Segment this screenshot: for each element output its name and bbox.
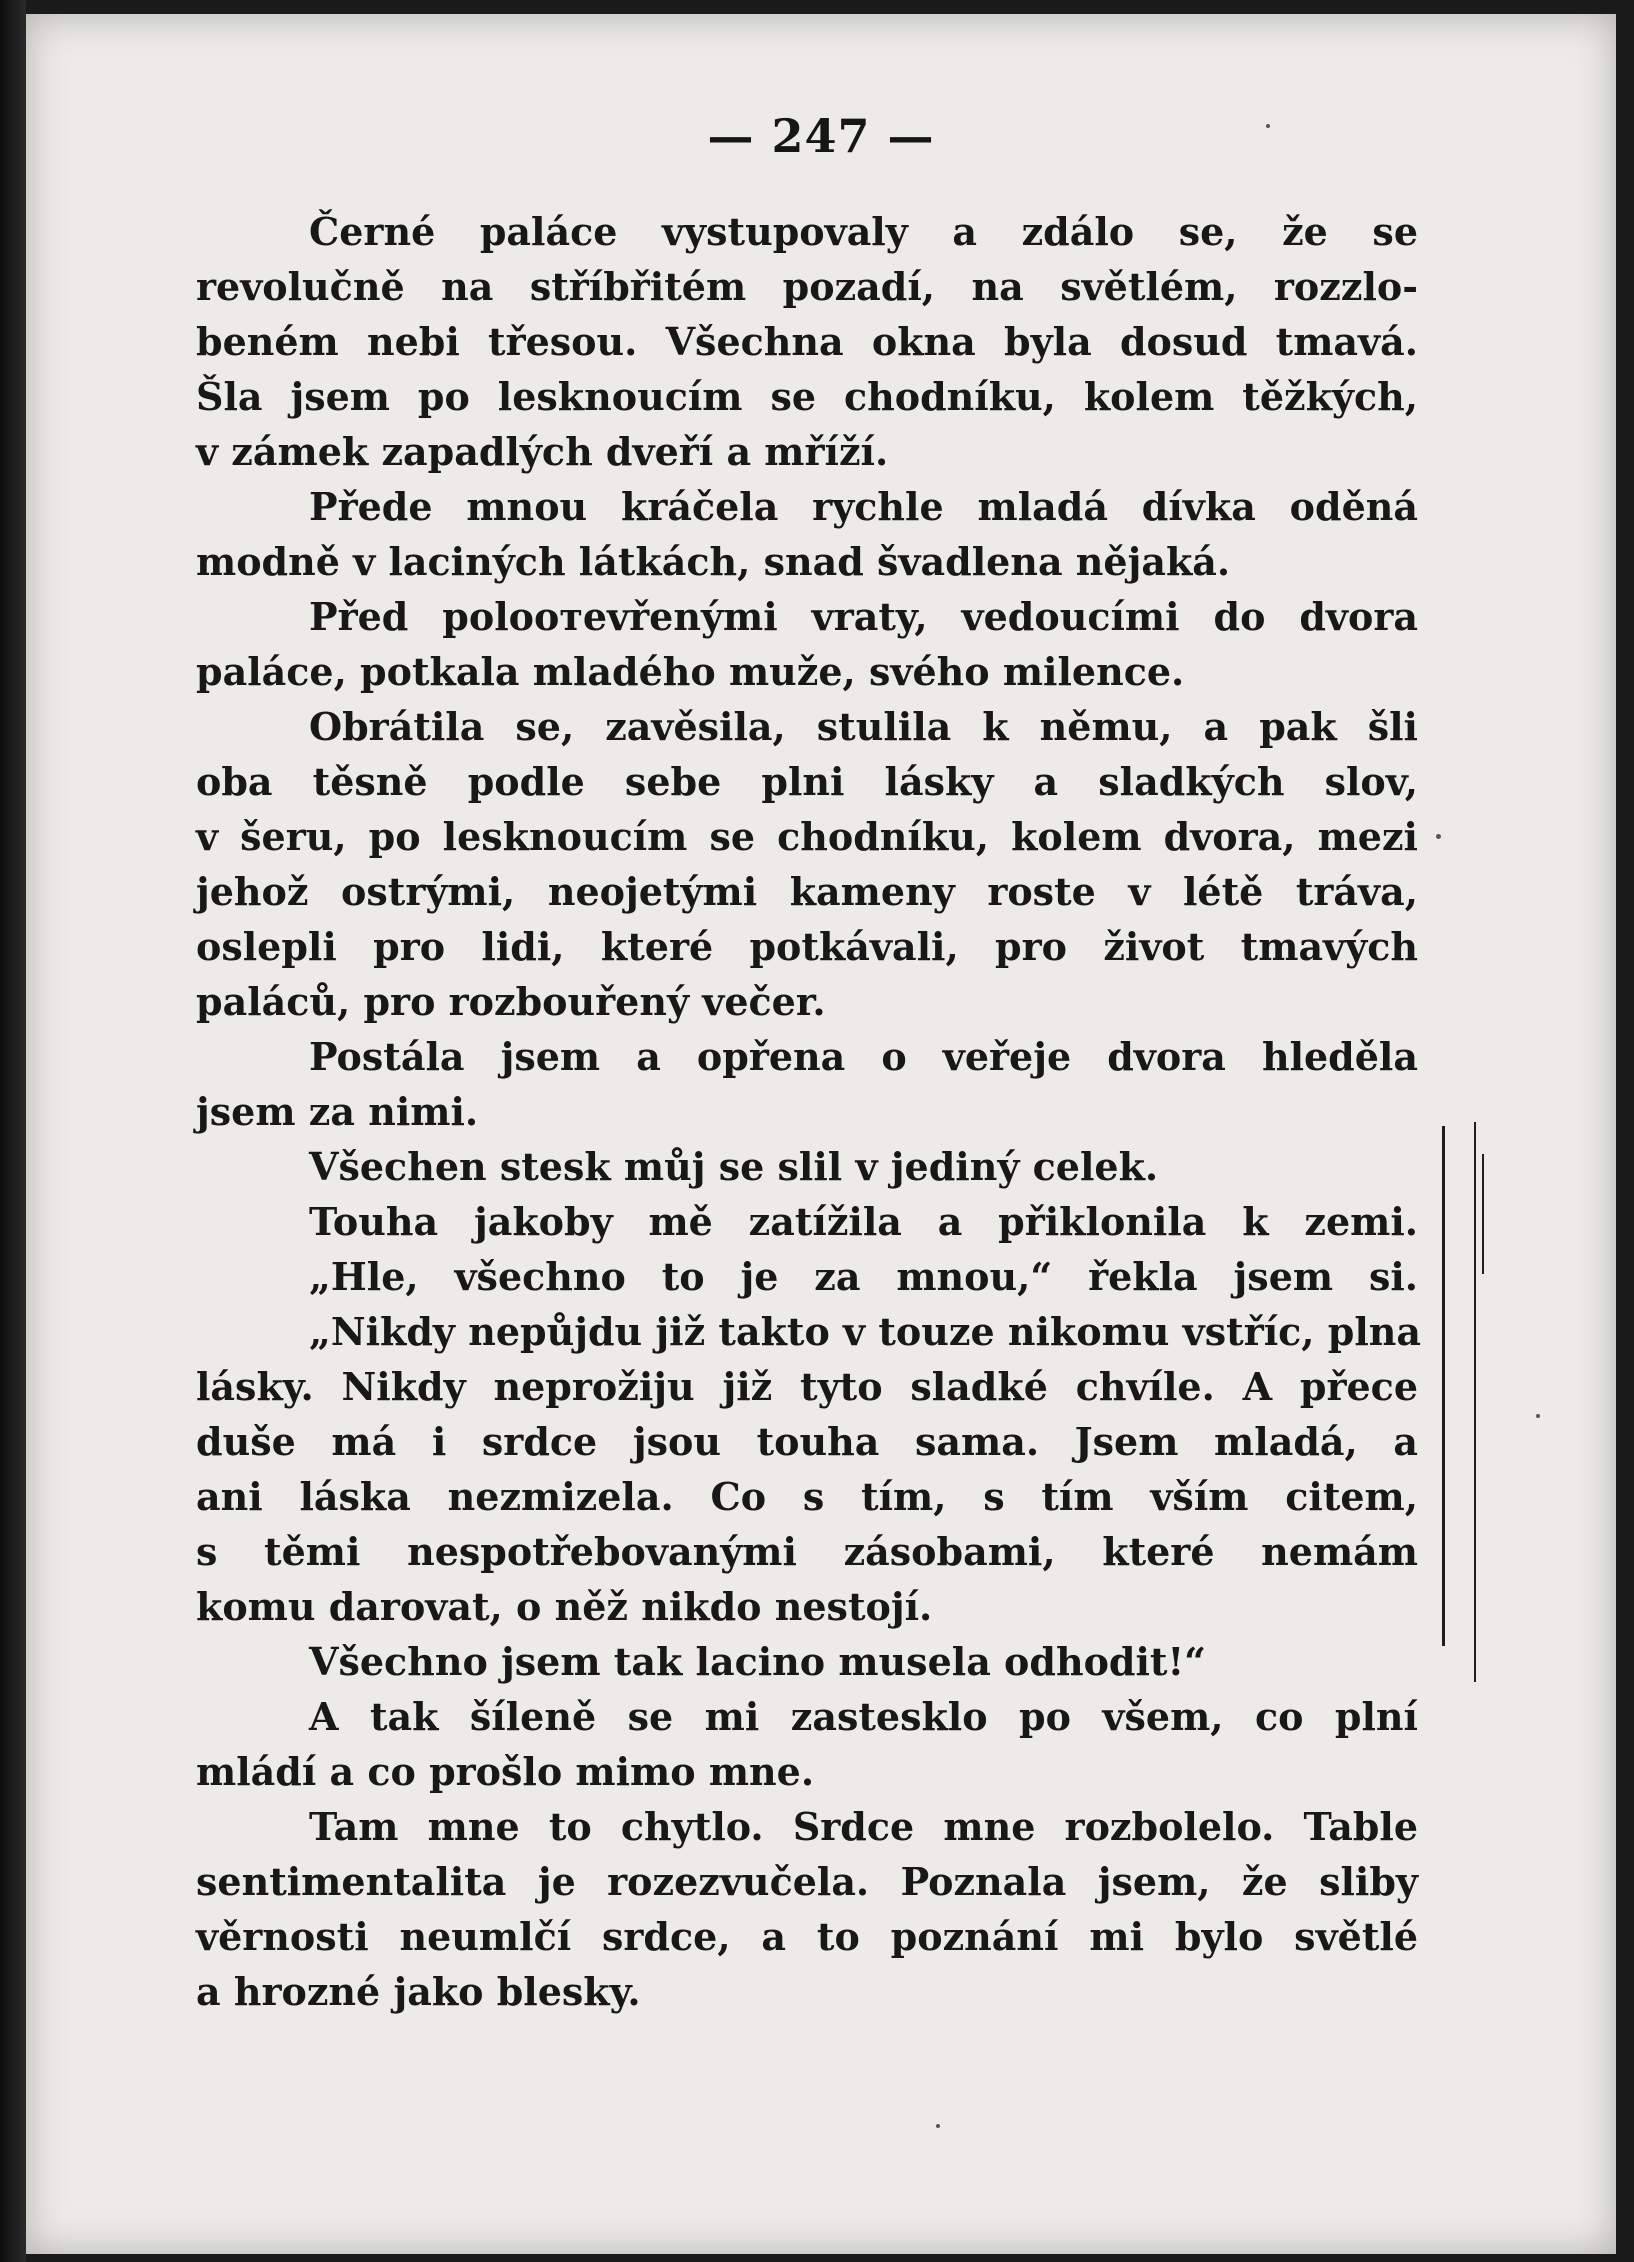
scan-edge bbox=[0, 0, 26, 2262]
text-line: Všechen stesk můj se slil v jediný celek. bbox=[309, 1144, 1159, 1189]
text-line: modně v laciných látkách, snad švadlena nějaká. bbox=[196, 539, 1231, 584]
book-page bbox=[26, 14, 1616, 2254]
text-line: Touha jakoby mě zatížila a přiklonila k zemi. bbox=[309, 1199, 1418, 1244]
text-line: beném nebi třesou. Všechna okna byla dosud tmavá. bbox=[196, 319, 1418, 364]
text-line: „Nikdy nepůjdu již takto v touze nikomu vstříc, plna bbox=[309, 1309, 1422, 1354]
text-line: lásky. Nikdy neprožiju již tyto sladké chvíle. A přece bbox=[196, 1364, 1418, 1409]
text-line: Přede mnou kráčela rychle mladá dívka oděná bbox=[309, 484, 1418, 529]
text-line: Před poloотevřenými vraty, vedoucími do dvora bbox=[309, 594, 1418, 639]
text-line: mládí a co prošlo mimo mne. bbox=[196, 1749, 815, 1794]
text-line: oba těsně podle sebe plni lásky a sladkých slov, bbox=[196, 759, 1418, 804]
text-line: v zámek zapadlých dveří a mříží. bbox=[196, 429, 889, 474]
text-line: komu darovat, o něž nikdo nestojí. bbox=[196, 1584, 933, 1629]
text-line: Tam mne to chytlo. Srdce mne rozbolelo. Table bbox=[309, 1804, 1418, 1849]
paper-speck bbox=[1436, 834, 1441, 839]
text-line: Černé paláce vystupovaly a zdálo se, že se bbox=[309, 209, 1418, 254]
paper-speck bbox=[936, 2124, 940, 2128]
text-line: věrnosti neumlčí srdce, a to poznání mi bylo světlé bbox=[196, 1914, 1418, 1959]
text-line: jehož ostrými, neojetými kameny roste v létě tráva, bbox=[196, 869, 1418, 914]
text-line: s těmi nespotřebovanými zásobami, které nemám bbox=[196, 1529, 1418, 1574]
text-line: sentimentalita je rozezvučela. Poznala jsem, že sliby bbox=[196, 1859, 1418, 1904]
text-line: Obrátila se, zavěsila, stulila k němu, a pak šli bbox=[309, 704, 1418, 749]
text-line: jsem za nimi. bbox=[196, 1089, 479, 1134]
page-number: — 247 — bbox=[707, 109, 935, 163]
text-line: a hrozné jako blesky. bbox=[196, 1969, 641, 2014]
paper-speck bbox=[1536, 1414, 1540, 1418]
margin-mark bbox=[1482, 1154, 1484, 1274]
paper-speck bbox=[1266, 124, 1270, 128]
margin-mark bbox=[1442, 1126, 1445, 1646]
text-line: Postála jsem a opřena o veřeje dvora hleděla bbox=[309, 1034, 1418, 1079]
text-line: paláce, potkala mladého muže, svého milence. bbox=[196, 649, 1185, 694]
text-line: Všechno jsem tak lacino musela odhodit!“ bbox=[309, 1639, 1207, 1684]
text-line: duše má i srdce jsou touha sama. Jsem mladá, a bbox=[196, 1419, 1418, 1464]
text-line: oslepli pro lidi, které potkávali, pro život tmavých bbox=[196, 924, 1418, 969]
text-line: A tak šíleně se mi zastesklo po všem, co plní bbox=[309, 1694, 1418, 1739]
text-line: Šla jsem po lesknoucím se chodníku, kolem těžkých, bbox=[196, 374, 1418, 419]
text-line: v šeru, po lesknoucím se chodníku, kolem dvora, mezi bbox=[196, 814, 1418, 859]
text-line: „Hle, všechno to je za mnou,“ řekla jsem si. bbox=[309, 1254, 1418, 1299]
text-line: ani láska nezmizela. Co s tím, s tím vším citem, bbox=[196, 1474, 1418, 1519]
margin-mark bbox=[1474, 1122, 1476, 1682]
body-text bbox=[196, 204, 1422, 2019]
text-line: revolučně na stříbřitém pozadí, na světlém, rozzlo- bbox=[196, 264, 1418, 309]
text-line: paláců, pro rozbouřený večer. bbox=[196, 979, 826, 1024]
